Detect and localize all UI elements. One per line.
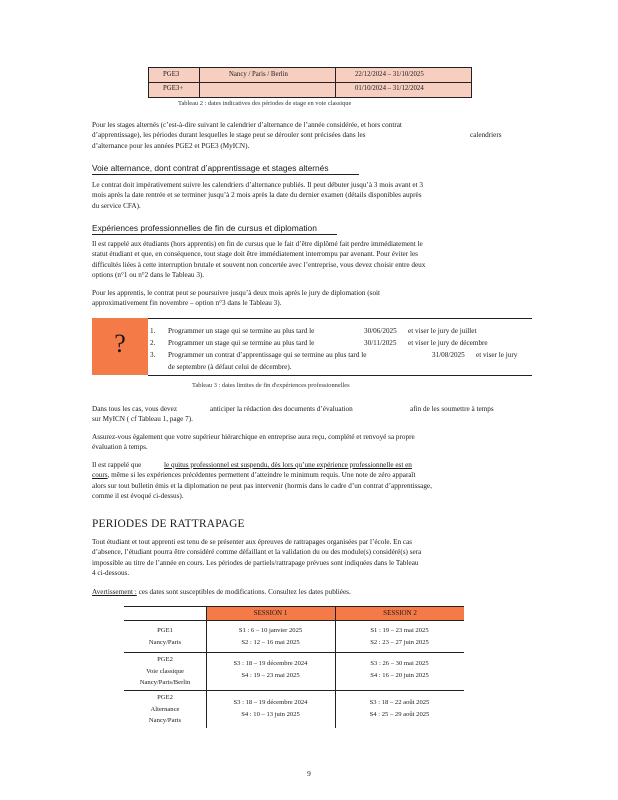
table-cell-dates: 01/10/2024 – 31/12/2024: [355, 85, 424, 92]
text-line: Le contrat doit impérativement suivre les calendriers d’alternance publiés. Il peut débuter jusqu’à 3 mois avant et 3: [92, 181, 423, 189]
table-row-label: PGE2 Alternance Nancy/Paris: [148, 694, 182, 725]
list-item-option-3: 3. Programmer un contrat d’apprentissage qui se termine au plus tard le 31/08/2025 et viser le jury de septembre (à défaut celui de décembre).: [150, 351, 518, 371]
text-fragment: Il est rappelé que: [92, 461, 142, 469]
text-line: évaluation à temps.: [92, 443, 148, 452]
table-rule: [124, 690, 464, 691]
text-line: calendriers: [470, 131, 502, 140]
text-line: Tout étudiant et tout apprenti est tenu de se présenter aux épreuves de rattrapages organisées par l’école. En cas: [92, 538, 413, 546]
paragraph-quitus: [92, 460, 522, 502]
text-line: mois après la date rentrée et se terminer jusqu’à 2 mois après la date du dernier examen (détails disponibles auprès: [92, 191, 422, 200]
text-fragment: , même si les expériences précédentes permettent d’atteindre le minimum requis. Une note de zéro apparaît: [107, 471, 416, 480]
warning-text: ces dates sont susceptibles de modifications. Consultez les dates publiées.: [136, 588, 351, 596]
paragraph-assurez: [92, 432, 522, 453]
table-caption: Tableau 3 : dates limites de fin d'expériences professionnelles: [192, 382, 350, 389]
table-cell-session-2: S3 : 18 – 22 août 2025 S4 : 25 – 29 août 2025: [369, 699, 430, 718]
header-session-1: SESSION 1: [206, 606, 335, 620]
text-line: comme il est évoqué ci-dessus).: [92, 492, 184, 501]
paragraph-apprentis: [92, 288, 522, 309]
section-title-rattrapage: PERIODES DE RATTRAPAGE: [92, 518, 245, 530]
text-line: du service CFA).: [92, 201, 141, 210]
table-cell-locations: Nancy / Paris / Berlin: [229, 71, 288, 78]
warning-line: [92, 587, 522, 597]
text-fragment: Dans tous les cas, vous devez: [92, 405, 178, 413]
table-row-label: PGE2 Voie classique Nancy/Paris/Berlin: [139, 656, 191, 687]
box-bottom-rule: [148, 375, 532, 376]
text-fragment: cours: [92, 471, 108, 480]
text-fragment: afin de les soumettre à temps: [410, 405, 494, 413]
table-cell-session-1: S1 : 6 – 10 janvier 2025 S2 : 12 – 16 mai 2025: [238, 627, 303, 646]
table-rule: [124, 652, 464, 653]
page-number: 9: [307, 769, 311, 778]
stage-dates-table: [148, 67, 472, 98]
section-heading-alternance: Voie alternance, dont contrat d’apprentissage et stages alternés: [92, 163, 329, 173]
paragraph-fin-cursus: [92, 239, 522, 281]
header-session-2: SESSION 2: [336, 606, 464, 620]
text-fragment: le quitus professionnel est suspendu, dès lors qu’une expérience professionnelle est en: [164, 461, 412, 469]
paragraph-stages-alternes: [92, 120, 522, 151]
paragraph-anticiper: [92, 404, 522, 425]
text-line: sur MyICN ( cf Tableau 1, page 7).: [92, 415, 193, 424]
text-line: alors sur tout bulletin émis et la diplomation ne peut pas intervenir (hormis dans le cadre d’un contrat d’apprentissage,: [92, 481, 432, 490]
text-fragment: anticiper la rédaction des documents d’évaluation: [210, 405, 353, 413]
table-cell-session-2: S3 : 26 – 30 mai 2025 S4 : 16 – 20 juin 2025: [370, 660, 429, 679]
table-caption: Tableau 2 : dates indicatives des périodes de stage en voie classique: [178, 100, 352, 107]
paragraph-alternance: [92, 180, 522, 211]
table-cell-session-2: S1 : 19 – 23 mai 2025 S2 : 23 – 27 juin 2025: [370, 627, 429, 646]
table-cell-program: PGE3: [163, 71, 180, 78]
table-cell-program: PGE3+: [163, 85, 184, 92]
text-line: Pour les apprentis, le contrat peut se poursuivre jusqu’à deux mois après le jury de diplomation (soit: [92, 289, 381, 297]
sessions-table: [124, 606, 464, 728]
list-item-option-2: 2. Programmer un stage qui se termine au plus tard le 30/11/2025 et viser le jury de décembre: [150, 339, 488, 347]
text-line: options (n°1 ou n°2 dans le Tableau 3).: [92, 271, 205, 280]
box-top-rule: [92, 318, 532, 319]
question-mark-icon: ?: [114, 329, 126, 358]
table-row-label: PGE1 Nancy/Paris: [148, 627, 182, 646]
table-cell-dates: 22/12/2024 – 31/10/2025: [355, 71, 424, 78]
text-line: d’absence, l’étudiant pourra être considéré comme défaillant et la validation du ou des module(s) considéré(s) sera: [92, 548, 422, 557]
text-line: difficultés liées à cette interruption brutale et souvent non concertée avec l’entreprise, vous devez choisir entre deux: [92, 260, 426, 269]
table-cell-session-1: S3 : 18 – 19 décembre 2024 S4 : 10 – 13 juin 2025: [233, 699, 308, 718]
text-line: Assurez-vous également que votre supérieur hiérarchique en entreprise aura reçu, complété et renvoyé sa propre: [92, 433, 415, 441]
section-heading-fin-cursus: Expériences professionnelles de fin de cursus et diplomation: [92, 223, 317, 233]
table-rule: [124, 620, 464, 621]
list-item-option-1: 1. Programmer un stage qui se termine au plus tard le 30/06/2025 et viser le jury de juillet: [150, 327, 477, 335]
text-line: Pour les stages alternés (c’est-à-dire suivant le calendrier d’alternance de l’année considérée, et hors contrat: [92, 121, 402, 129]
text-line: d’apprentissage), les périodes durant lesquelles le stage peut se dérouler sont précisées dans les: [92, 131, 366, 140]
table-rule: [124, 606, 464, 607]
paragraph-rattrapage: [92, 537, 522, 579]
text-line: impossible au titre de l’année en cours. Les périodes de partiels/rattrapage prévues sont indiquées dans le Tableau: [92, 558, 419, 567]
text-line: 4 ci-dessous.: [92, 569, 130, 578]
table-row-divider: [149, 82, 471, 83]
question-box: [92, 318, 148, 375]
text-line: Il est rappelé aux étudiants (hors apprentis) en fin de cursus que le fait d’être diplômé fait perdre immédiatement le: [92, 240, 423, 248]
table-cell-session-1: S3 : 18 – 19 décembre 2024 S4 : 19 – 23 mai 2025: [233, 660, 308, 679]
text-line: approximativement fin novembre – option n°3 dans le Tableau 3).: [92, 299, 282, 308]
text-line: d’alternance pour les années PGE2 et PGE3 (MyICN).: [92, 141, 250, 150]
text-line: statut étudiant et que, en conséquence, tout stage doit être immédiatement interrompu par avenant. Pour éviter les: [92, 250, 418, 259]
warning-label: Avertissement :: [92, 588, 137, 596]
